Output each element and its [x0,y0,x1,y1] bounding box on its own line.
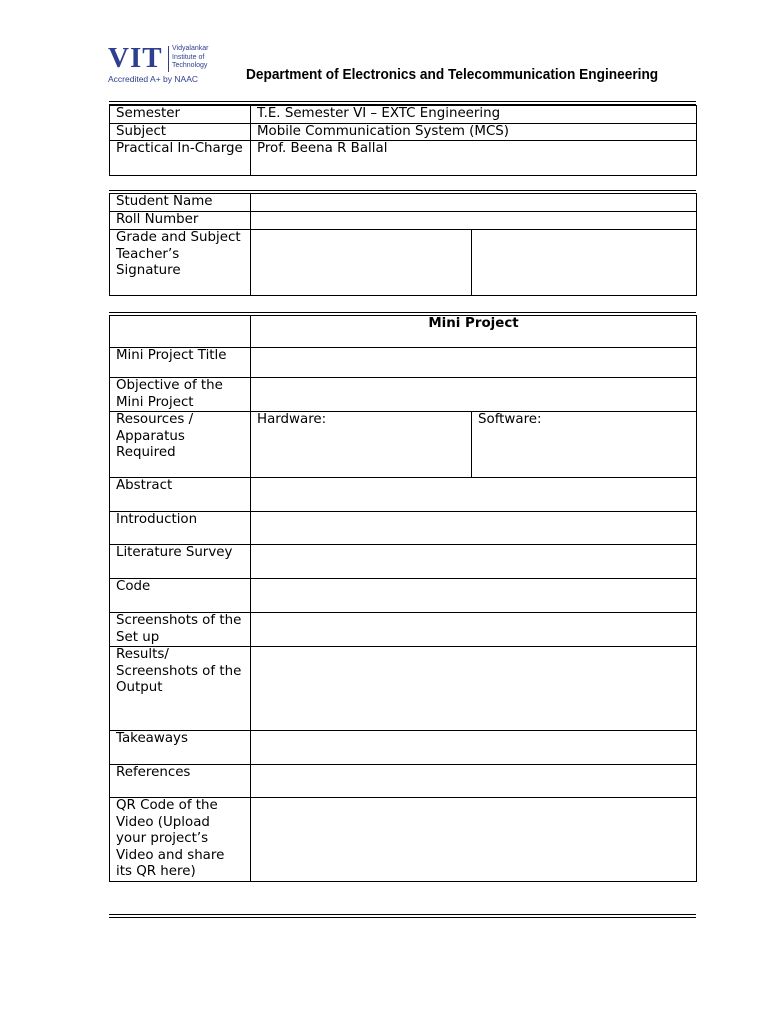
subject-label: Subject [110,123,251,141]
resources-label: Resources / Apparatus Required [110,412,251,478]
grade-signature-label: Grade and Subject Teacher’s Signature [110,230,251,296]
table-row [110,212,697,230]
project-title-label: Mini Project Title [110,348,251,378]
table-row [110,613,697,647]
course-info-table [109,105,697,176]
table-row [110,316,697,348]
introduction-field[interactable] [251,512,697,545]
references-label: References [110,765,251,798]
student-name-label: Student Name [110,194,251,212]
table-row [110,123,697,141]
references-field[interactable] [251,765,697,798]
mini-project-heading: Mini Project [251,316,697,348]
table-row [110,230,697,296]
objective-label: Objective of the Mini Project [110,378,251,412]
introduction-label: Introduction [110,512,251,545]
literature-label: Literature Survey [110,545,251,579]
logo-line: Institute of [172,53,205,61]
code-label: Code [110,579,251,613]
qr-code-field[interactable] [251,798,697,882]
department-title: Department of Electronics and Telecommunication Engineering [246,66,659,83]
objective-field[interactable] [251,378,697,412]
takeaways-field[interactable] [251,731,697,765]
incharge-value: Prof. Beena R Ballal [251,141,697,176]
table-row [110,765,697,798]
table-row [110,579,697,613]
setup-screenshots-label: Screenshots of the Set up [110,613,251,647]
institute-logo [108,44,220,86]
literature-field[interactable] [251,545,697,579]
logo-line: Technology [172,62,208,69]
signature-field[interactable] [472,230,697,296]
table-row [110,348,697,378]
table-row [110,647,697,731]
logo-divider [168,46,169,72]
roll-number-label: Roll Number [110,212,251,230]
grade-field[interactable] [251,230,472,296]
abstract-field[interactable] [251,478,697,512]
logo-institute-name [172,45,222,71]
results-label: Results/ Screenshots of the Output [110,647,251,731]
table-row [110,412,697,478]
hardware-field[interactable]: Hardware: [251,412,472,478]
roll-number-field[interactable] [251,212,697,230]
abstract-label: Abstract [110,478,251,512]
results-field[interactable] [251,647,697,731]
qr-code-label: QR Code of the Video (Upload your project’s Video and share its QR here) [110,798,251,882]
table-row [110,194,697,212]
table-top-rule [109,190,696,191]
table-row [110,545,697,579]
footer-divider [109,914,696,918]
student-name-field[interactable] [251,194,697,212]
table-row [110,106,697,124]
table-row [110,731,697,765]
table-row [110,141,697,176]
table-row [110,798,697,882]
student-info-table [109,193,697,296]
code-field[interactable] [251,579,697,613]
logo-accreditation: Accredited A+ by NAAC [108,74,199,84]
table-row [110,478,697,512]
project-title-field[interactable] [251,348,697,378]
semester-label: Semester [110,106,251,124]
heading-blank-cell [110,316,251,348]
semester-value: T.E. Semester VI – EXTC Engineering [251,106,697,124]
software-field[interactable]: Software: [472,412,697,478]
logo-line: Vidyalankar [172,45,209,52]
table-top-rule [109,312,696,313]
table-row [110,378,697,412]
table-row [110,512,697,545]
incharge-label: Practical In-Charge [110,141,251,176]
setup-screenshots-field[interactable] [251,613,697,647]
subject-value: Mobile Communication System (MCS) [251,123,697,141]
logo-wordmark: VIT [108,42,163,74]
mini-project-table [109,315,697,882]
takeaways-label: Takeaways [110,731,251,765]
